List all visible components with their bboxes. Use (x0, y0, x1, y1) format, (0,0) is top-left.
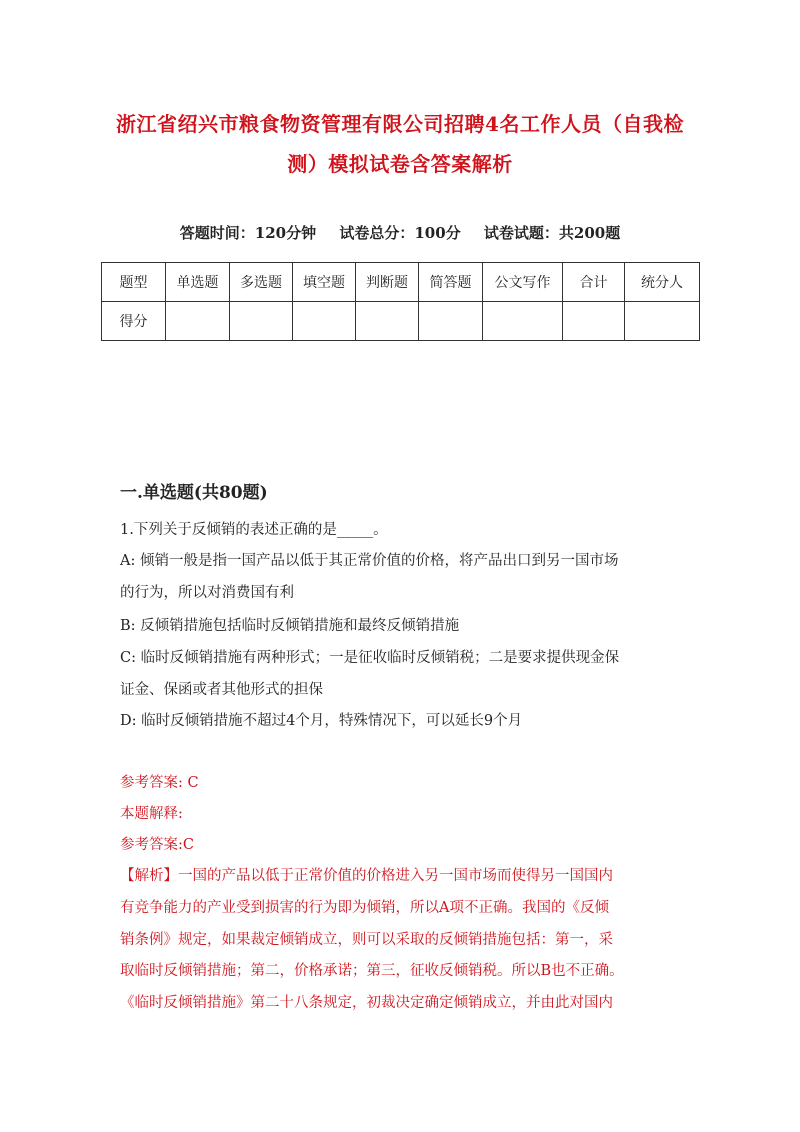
analysis-line: 有竞争能力的产业受到损害的行为即为倾销，所以A项不正确。我国的《反倾 (120, 900, 609, 916)
score-header-cell: 多选题 (230, 263, 293, 302)
option-a-line-1: A: 倾销一般是指一国产品以低于其正常价值的价格，将产品出口到另一国市场 (120, 553, 619, 569)
score-cell (166, 302, 230, 341)
option-a-line-2: 的行为，所以对消费国有利 (120, 585, 294, 601)
exam-time: 答题时间：120分钟 (179, 224, 317, 242)
score-header-cell: 简答题 (419, 263, 483, 302)
score-header-cell: 填空题 (293, 263, 356, 302)
option-d: D: 临时反倾销措施不超过4个月，特殊情况下，可以延长9个月 (120, 713, 523, 729)
score-header-cell: 统分人 (625, 263, 700, 302)
score-cell (483, 302, 563, 341)
score-header-cell: 公文写作 (483, 263, 563, 302)
score-row-label: 得分 (102, 302, 166, 341)
option-b: B: 反倾销措施包括临时反倾销措施和最终反倾销措施 (120, 618, 460, 634)
explanation-label: 本题解释: (120, 806, 183, 822)
score-cell (419, 302, 483, 341)
score-table-header-row (102, 263, 700, 302)
analysis-line: 取临时反倾销措施；第二，价格承诺；第三，征收反倾销税。所以B也不正确。 (120, 963, 624, 979)
reference-answer: 参考答案: C (120, 775, 199, 791)
analysis-line: 销条例》规定，如果裁定倾销成立，则可以采取的反倾销措施包括：第一，采 (120, 932, 613, 948)
score-header-cell: 单选题 (166, 263, 230, 302)
document-title-line-2: 测）模拟试卷含答案解析 (287, 152, 513, 176)
analysis-line: 《临时反倾销措施》第二十八条规定，初裁决定确定倾销成立，并由此对国内 (120, 995, 613, 1011)
score-header-cell: 判断题 (356, 263, 419, 302)
section-heading: 一.单选题(共80题) (120, 483, 268, 503)
score-cell (625, 302, 700, 341)
document-title-line-1: 浙江省绍兴市粮食物资管理有限公司招聘4名工作人员（自我检 (116, 112, 684, 136)
reference-answer-repeat: 参考答案:C (120, 837, 194, 853)
score-table-score-row (102, 302, 700, 341)
exam-question-count: 试卷试题：共200题 (483, 224, 621, 242)
score-header-cell: 题型 (102, 263, 166, 302)
option-c-line-1: C: 临时反倾销措施有两种形式；一是征收临时反倾销税；二是要求提供现金保 (120, 650, 620, 666)
score-table (101, 262, 700, 341)
analysis-line: 【解析】一国的产品以低于正常价值的价格进入另一国市场而使得另一国国内 (120, 868, 613, 884)
question-stem: 1.下列关于反倾销的表述正确的是_____。 (120, 522, 388, 538)
score-cell (563, 302, 625, 341)
score-cell (356, 302, 419, 341)
score-cell (230, 302, 293, 341)
score-cell (293, 302, 356, 341)
exam-total-score: 试卷总分：100分 (339, 224, 461, 242)
exam-meta (100, 222, 700, 243)
option-c-line-2: 证金、保函或者其他形式的担保 (120, 682, 323, 698)
score-header-cell: 合计 (563, 263, 625, 302)
